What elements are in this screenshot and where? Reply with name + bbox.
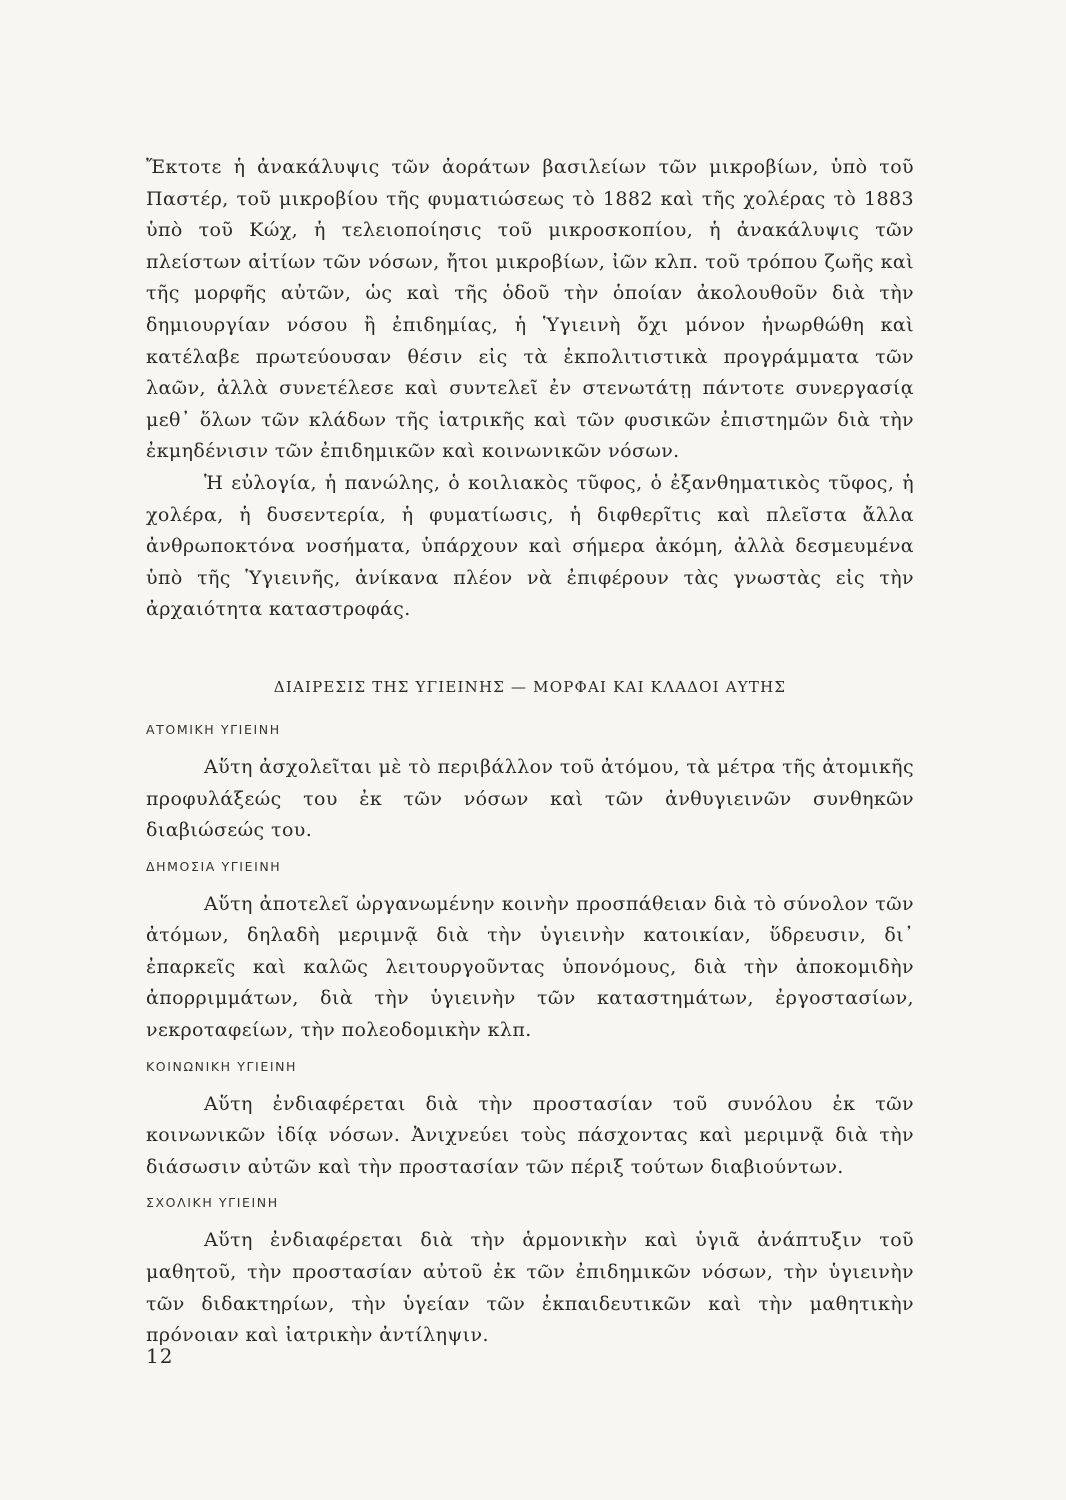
section-text-scholiki: Αὕτη ἐνδιαφέρεται διὰ τὴν ἁρμονικὴν καὶ ὑγιᾶ ἀνάπτυξιν τοῦ μαθητοῦ, τὴν προστασίαν αὐτοῦ ἐκ τῶν ἐπιδημικῶν νόσων, τὴν ὑγιεινὴν τῶν διδακτηρίων, τὴν ὑγείαν τῶν ἐκπαιδευτικῶν καὶ τὴν μαθητικὴν πρόνοιαν καὶ ἰατρικὴν ἀντίληψιν. — [146, 1229, 914, 1347]
subheading-scholiki: ΣΧΟΛΙΚΗ ΥΓΙΕΙΝΗ — [146, 1195, 279, 1211]
subheading-koinoniki: ΚΟΙΝΩΝΙΚΗ ΥΓΙΕΙΝΗ — [146, 1058, 298, 1074]
section-text-dimosia: Αὕτη ἀποτελεῖ ὠργανωμένην κοινὴν προσπάθειαν διὰ τὸ σύνολον τῶν ἀτόμων, δηλαδὴ μεριμνᾷ διὰ τὴν ὑγιεινὴν κατοικίαν, ὕδρευσιν, δι᾽ ἐπαρκεῖς καὶ καλῶς λειτουργοῦντας ὑπονόμους, διὰ τὴν ἀποκομιδὴν ἀπορριμμάτων, διὰ τὴν ὑγιεινὴν τῶν καταστημάτων, ἐργοστασίων, νεκροταφείων, τὴν πολεοδομικὴν κλπ. — [146, 892, 914, 1042]
section-title: ΔΙΑΙΡΕΣΙΣ ΤΗΣ ΥΓΙΕΙΝΗΣ — ΜΟΡΦΑΙ ΚΑΙ ΚΛΑΔΟΙ ΑΥΤΗΣ — [273, 677, 787, 696]
intro-paragraph-1: Ἔκτοτε ἡ ἀνακάλυψις τῶν ἀοράτων βασιλείων τῶν μικροβίων, ὑπὸ τοῦ Παστέρ, τοῦ μικροβίου τῆς φυματιώσεως τὸ 1882 καὶ τῆς χολέρας τὸ 1883 ὑπὸ τοῦ Κώχ, ἡ τελειοποίησις τοῦ μικροσκοπίου, ἡ ἀνακάλυψις τῶν πλείστων αἰτίων τῶν νόσων, ἤτοι μικροβίων, ἰῶν κλπ. τοῦ τρόπου ζωῆς καὶ τῆς μορφῆς αὐτῶν, ὡς καὶ τῆς ὁδοῦ τὴν ὁποίαν ἀκολουθοῦν διὰ τὴν δημιουργίαν νόσου ἢ ἐπιδημίας, ἡ Ὑγιεινὴ ὄχι μόνον ἠνωρθώθη καὶ κατέλαβε πρωτεύουσαν θέσιν εἰς τὰ ἐκπολιτιστικὰ προγράμματα τῶν λαῶν, ἀλλὰ συνετέλεσε καὶ συντελεῖ ἐν στενωτάτῃ πάντοτε συνεργασίᾳ μεθ᾽ ὅλων τῶν κλάδων τῆς ἰατρικῆς καὶ τῶν φυσικῶν ἐπιστημῶν διὰ τὴν ἐκμηδένισιν τῶν ἐπιδημικῶν καὶ κοινωνικῶν νόσων. — [146, 156, 914, 463]
intro-paragraph-2: Ἡ εὐλογία, ἡ πανώλης, ὁ κοιλιακὸς τῦφος, ὁ ἐξανθηματικὸς τῦφος, ἡ χολέρα, ἡ δυσεντερία, ἡ φυματίωσις, ἡ διφθερῖτις καὶ πλεῖστα ἄλλα ἀνθρωποκτόνα νοσήματα, ὑπάρχουν καὶ σήμερα ἀκόμη, ἀλλὰ δεσμευμένα ὑπὸ τῆς Ὑγιεινῆς, ἀνίκανα πλέον νὰ ἐπιφέρουν τὰς γνωστὰς εἰς τὴν ἀρχαιότητα καταστροφάς. — [146, 471, 914, 621]
subheading-dimosia: ΔΗΜΟΣΙΑ ΥΓΙΕΙΝΗ — [146, 858, 282, 874]
section-text-koinoniki: Αὕτη ἐνδιαφέρεται διὰ τὴν προστασίαν τοῦ συνόλου ἐκ τῶν κοινωνικῶν ἰδίᾳ νόσων. Ἀνιχνεύει τοὺς πάσχοντας καὶ μεριμνᾷ διὰ τὴν διάσωσιν αὐτῶν καὶ τὴν προστασίαν τῶν πέριξ τούτων διαβιούντων. — [146, 1092, 914, 1178]
section-text-atomiki: Αὕτη ἀσχολεῖται μὲ τὸ περιβάλλον τοῦ ἀτόμου, τὰ μέτρα τῆς ἀτομικῆς προφυλάξεώς του ἐκ τῶν νόσων καὶ τῶν ἀνθυγιεινῶν συνθηκῶν διαβιώσεώς του. — [146, 755, 914, 842]
page-content — [146, 152, 914, 1352]
page-number: 12 — [146, 1344, 174, 1368]
subheading-atomiki: ΑΤΟΜΙΚΗ ΥΓΙΕΙΝΗ — [146, 721, 281, 737]
